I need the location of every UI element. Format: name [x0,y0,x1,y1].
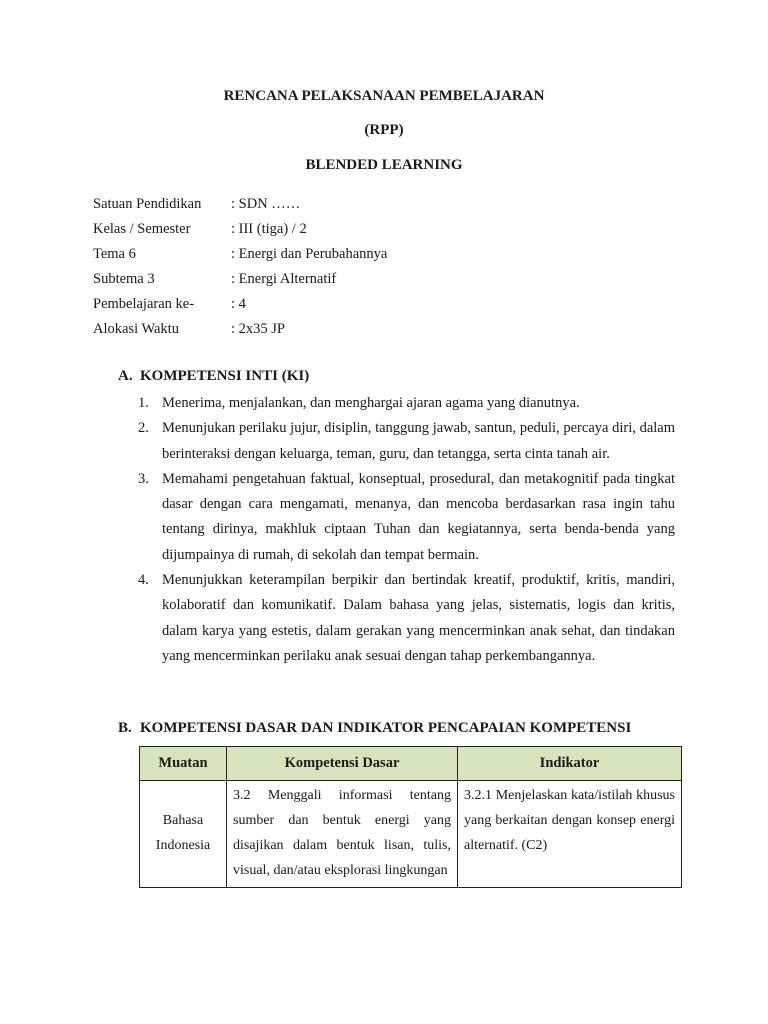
identity-row [93,292,387,317]
identity-label: Satuan Pendidikan [93,196,202,212]
document-subtitle: BLENDED LEARNING [305,157,463,173]
identity-table [93,192,387,342]
indikator-text: 3.2.1 Menjelaskan kata/istilah khusus yang berkaitan dengan konsep energi alternatif. (C2) [464,788,675,853]
list-item-text: Memahami pengetahuan faktual, konseptual, prosedural, dan metakognitif pada tingkat dasar dengan cara mengamati, menanya, dan mencoba berdasarkan rasa ingin tahu tentang dirinya, makhluk ciptaan Tuhan dan kegiatannya, serta benda-benda yang dijumpainya di rumah, di sekolah dan tempat bermain. [162,470,675,563]
muatan-text: Bahasa Indonesia [155,813,211,853]
list-item [138,416,675,467]
list-item-text: Menerima, menjalankan, dan menghargai ajaran agama yang dianutnya. [162,395,580,411]
identity-row [93,217,387,242]
list-item-number: 1. [138,395,149,411]
kompetensi-inti-list [138,391,675,669]
section-a-heading [118,368,309,385]
list-item [138,568,675,669]
identity-label: Subtema 3 [93,271,155,287]
list-item-number: 4. [138,572,149,589]
section-a-letter: A. [118,368,133,384]
identity-value: : Energi dan Perubahannya [231,246,388,262]
cell-indikator [458,781,682,888]
list-item [138,391,675,416]
section-b-heading [118,720,631,737]
identity-row [93,317,387,342]
document-title: RENCANA PELAKSANAAN PEMBELAJARAN [223,88,545,104]
identity-value: : 4 [231,296,246,312]
header-indikator: Indikator [458,747,682,781]
list-item-text: Menunjukan perilaku jujur, disiplin, tanggung jawab, santun, peduli, percaya diri, dalam berinteraksi dengan keluarga, teman, guru, dan tetangga, serta cinta tanah air. [162,420,675,462]
identity-label: Pembelajaran ke- [93,296,195,312]
identity-label: Kelas / Semester [93,221,191,237]
identity-value: : SDN …… [231,196,301,212]
table-row [140,781,682,888]
cell-muatan [140,781,227,888]
kompetensi-dasar-table [139,746,682,888]
identity-row [93,192,387,217]
identity-label: Tema 6 [93,246,136,262]
identity-value: : 2x35 JP [231,321,285,337]
cell-kompetensi-dasar [227,781,458,888]
list-item-number: 2. [138,420,149,437]
document-title-abbrev: (RPP) [364,122,404,138]
identity-value: : Energi Alternatif [231,271,337,287]
identity-label: Alokasi Waktu [93,321,179,337]
header-kompetensi-dasar: Kompetensi Dasar [227,747,458,781]
list-item-number: 3. [138,470,149,487]
section-b-letter: B. [118,720,132,736]
section-b-title: KOMPETENSI DASAR DAN INDIKATOR PENCAPAIAN KOMPETENSI [140,720,632,736]
section-a-title: KOMPETENSI INTI (KI) [140,368,310,384]
table-header-row [140,747,682,781]
list-item-text: Menunjukkan keterampilan berpikir dan bertindak kreatif, produktif, kritis, mandiri, kolaboratif dan komunikatif. Dalam bahasa yang jelas, sistematis, logis dan kritis, dalam karya yang estetis, dalam gerakan yang mencerminkan anak sehat, dan tindakan yang mencerminkan perilaku anak sesuai dengan tahap perkembangannya. [162,572,675,664]
identity-value: : III (tiga) / 2 [231,221,307,237]
kompetensi-dasar-text: 3.2 Menggali informasi tentang sumber dan bentuk energi yang disajikan dalam bentuk lisan, tulis, visual, dan/atau eksplorasi lingkungan [233,788,451,878]
identity-row [93,242,387,267]
header-muatan: Muatan [140,747,227,781]
list-item [138,467,675,568]
identity-row [93,267,387,292]
